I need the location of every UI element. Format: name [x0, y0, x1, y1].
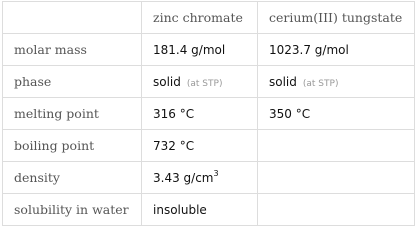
phase-note: (at STP) — [186, 78, 223, 89]
empty-value-cell — [258, 162, 415, 194]
table-row — [3, 194, 415, 226]
header-zinc-chromate: zinc chromate — [142, 2, 258, 34]
empty-value-cell — [258, 130, 415, 162]
empty-value-cell — [258, 194, 415, 226]
table-row — [3, 98, 415, 130]
row-label-phase: phase — [3, 66, 142, 98]
value-cell — [142, 162, 258, 194]
phase-note: (at STP) — [302, 78, 339, 89]
header-row — [3, 2, 415, 34]
table-row — [3, 66, 415, 98]
row-label-boiling-point: boiling point — [3, 130, 142, 162]
value-cell: 316 °C — [142, 98, 258, 130]
value-cell: 350 °C — [258, 98, 415, 130]
density-value: 3.43 g/cm — [153, 170, 214, 185]
density-unit-exponent: 3 — [213, 168, 219, 178]
value-cell: 181.4 g/mol — [142, 34, 258, 66]
phase-value: solid — [153, 74, 181, 89]
row-label-molar-mass: molar mass — [3, 34, 142, 66]
phase-value: solid — [269, 74, 297, 89]
properties-table — [2, 1, 415, 226]
row-label-melting-point: melting point — [3, 98, 142, 130]
value-cell — [258, 66, 415, 98]
table-row — [3, 34, 415, 66]
value-cell: 1023.7 g/mol — [258, 34, 415, 66]
row-label-solubility: solubility in water — [3, 194, 142, 226]
value-cell: 732 °C — [142, 130, 258, 162]
header-empty-cell — [3, 2, 142, 34]
table-row — [3, 162, 415, 194]
row-label-density: density — [3, 162, 142, 194]
value-cell — [142, 66, 258, 98]
table-row — [3, 130, 415, 162]
value-cell: insoluble — [142, 194, 258, 226]
header-cerium-tungstate: cerium(III) tungstate — [258, 2, 415, 34]
